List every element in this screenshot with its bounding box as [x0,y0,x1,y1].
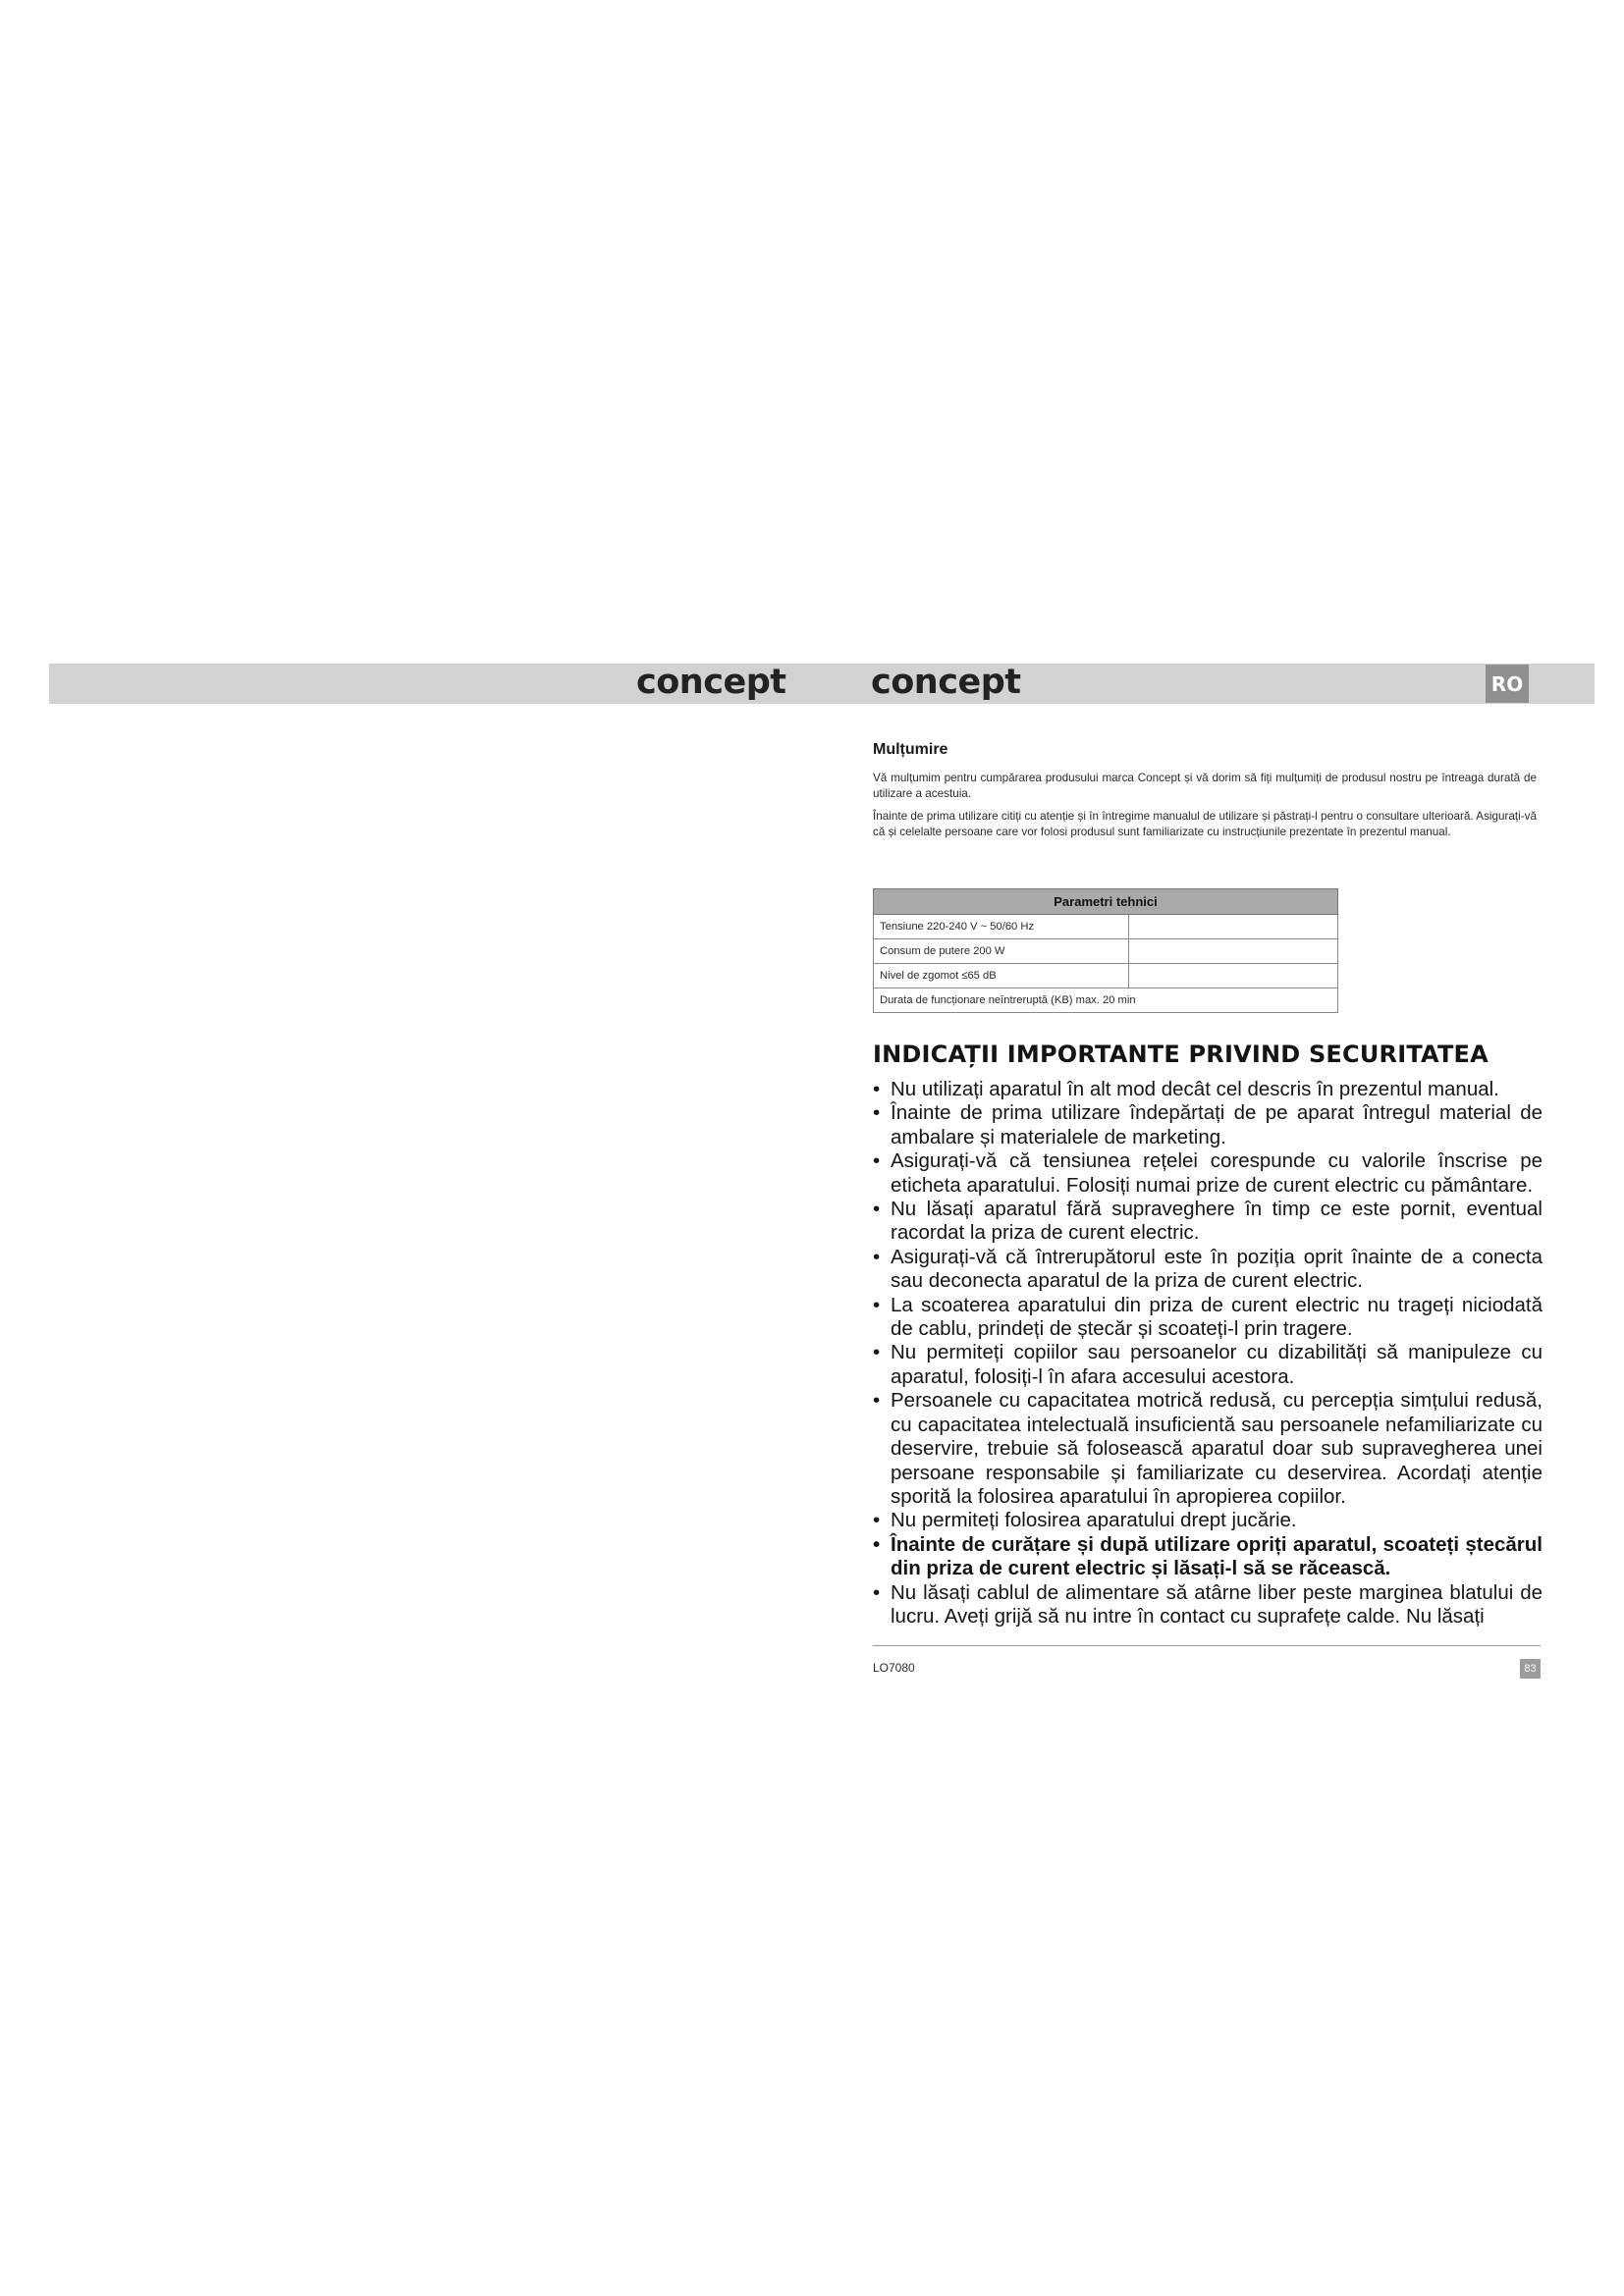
thanks-paragraph-1: Vă mulțumim pentru cumpărarea produsului marca Concept și vă dorim să fiți mulțumiți de produsul nostru pe întreaga durată de utilizare a acestuia. [873,772,1537,800]
header-bar [49,664,1595,704]
safety-list [873,1078,1543,1629]
thanks-paragraph-2: Înainte de prima utilizare citiți cu atenție și în întregime manualul de utilizare și păstrați-l pentru o consultare ulterioară. Asigurați-vă că și celelalte persoane care vor folosi produsul sunt familiarizate cu instrucțiunile prezentate în prezentul manual. [873,810,1537,838]
list-item-warning: • Înainte de curățare și după utilizare opriți aparatul, scoateți ștecărul din priza de curent electric și lăsați-l să se răcească. [873,1533,1543,1581]
empty-cell [1129,939,1338,964]
list-item: • Înainte de prima utilizare îndepărtați de pe aparat întregul material de ambalare și materialele de marketing. [873,1101,1543,1149]
table-row [874,964,1338,988]
list-item: • La scoaterea aparatului din priza de curent electric nu trageți niciodată de cablu, prindeți de ștecăr și scoateți-l prin tragere. [873,1294,1543,1342]
list-item: • Nu lăsați aparatul fără supraveghere în timp ce este pornit, eventual racordat la priza de curent electric. [873,1198,1543,1246]
language-badge: RO [1486,665,1529,703]
list-item: • Nu permiteți folosirea aparatului drept jucărie. [873,1509,1543,1532]
tech-params-table [873,888,1338,1013]
list-item: • Nu utilizați aparatul în alt mod decât cel descris în prezentul manual. [873,1078,1543,1101]
list-item: • Asigurați-vă că tensiunea rețelei corespunde cu valorile înscrise pe eticheta aparatului. Folosiți numai prize de curent electric cu pământare. [873,1149,1543,1198]
empty-cell [1129,915,1338,939]
list-item: • Nu lăsați cablul de alimentare să atârne liber peste marginea blatului de lucru. Aveți grijă să nu intre în contact cu suprafețe calde. Nu lăsați [873,1581,1543,1629]
tech-param-cell: Tensiune 220-240 V ~ 50/60 Hz [874,915,1129,939]
tech-params-title: Parametri tehnici [874,889,1338,915]
model-number: LO7080 [873,1661,915,1675]
tech-param-cell: Consum de putere 200 W [874,939,1129,964]
empty-cell [1129,964,1338,988]
footer-divider [873,1645,1541,1646]
table-row [874,988,1338,1013]
table-row [874,939,1338,964]
table-row [874,915,1338,939]
tech-param-cell: Nivel de zgomot ≤65 dB [874,964,1129,988]
page-number: 83 [1520,1659,1541,1679]
brand-logo-left: concept [636,663,786,702]
brand-logo-right: concept [871,663,1021,702]
tech-param-cell: Durata de funcționare neîntreruptă (KB) max. 20 min [874,988,1338,1013]
safety-heading: INDICAȚII IMPORTANTE PRIVIND SECURITATEA [873,1041,1489,1068]
list-item: • Nu permiteți copiilor sau persoanelor cu dizabilități să manipuleze cu aparatul, folosiți-l în afara accesului acestora. [873,1341,1543,1389]
list-item: • Persoanele cu capacitatea motrică redusă, cu percepția simțului redusă, cu capacitatea intelectuală insuficientă sau persoanele nefamiliarizate cu deservire, trebuie să folosească aparatul doar sub supravegherea unei persoane responsabile și familiarizate cu deservirea. Acordați atenție sporită la folosirea aparatului în apropierea copiilor. [873,1389,1543,1509]
list-item: • Asigurați-vă că întrerupătorul este în poziția oprit înainte de a conecta sau deconecta aparatul de la priza de curent electric. [873,1246,1543,1294]
thanks-heading: Mulțumire [873,741,948,758]
